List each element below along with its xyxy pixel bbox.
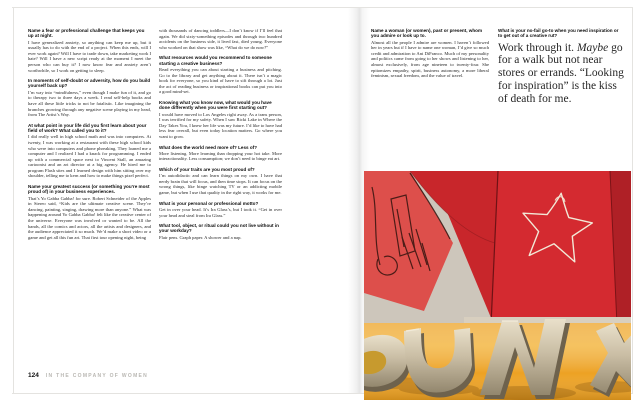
answer-text: I have generalized anxiety, so anything can keep me up, but it usually has to do with the end of a project. When this ends, will I ever work again? Will I have to trade down, take marketing work I hate? Will I have a new script ready at the moment I meet the person who can buy it? I now know fear and anxiety aren’t worthwhile, so I work on getting to sleep.	[28, 39, 151, 73]
qa-block	[159, 167, 282, 196]
studio-photo	[364, 171, 631, 400]
spread-left-edge	[13, 7, 14, 394]
left-page-column-2	[159, 28, 282, 245]
qa-block	[159, 145, 282, 162]
question-heading: At what point in your life did you first learn about your field of work? What called you to it?	[28, 122, 147, 134]
left-page-column-1	[28, 28, 151, 245]
right-page-column	[371, 28, 489, 84]
question-heading: What is your no-fail go-to when you need inspiration or to get out of a creative rut?	[498, 28, 619, 39]
answer-text: Flair pens. Graph paper. A shower and a nap.	[159, 234, 242, 240]
page-number: 124	[28, 372, 39, 379]
running-book-title: IN THE COMPANY OF WOMEN	[45, 372, 149, 379]
spread-top-edge	[12, 7, 633, 8]
qa-block	[159, 55, 282, 95]
question-heading: What resources would you recommend to someone starting a creative business?	[159, 55, 272, 66]
spread-right-edge	[632, 7, 633, 394]
answer-text: I’m autodidactic and can learn things on my own. I have that nerdy brain that will focus, and then time stops. It can focus on the wrong things, like binge watching TV or an addicting mobile game, but when I use that quality in the right way, it works for me.	[159, 173, 282, 196]
qa-block	[159, 100, 282, 140]
question-heading: In moments of self-doubt or adversity, how do you build yourself back up?	[28, 78, 151, 89]
answer-continuation-text: with thousands of dancing toddlers—I don’t know if I’ll feel that again. We did sixty-something episodes and through two hundred accidents on the business side, it lived fast, died young. Everyone who worked on that show was like, “What do we do now?”	[159, 28, 282, 50]
answer-text: I did really well in high school math and was into computers. At twenty, I was working at a restaurant with these high school kids who were into computers and phone phreaking. They loaned me a computer and I realized I had a knack for programming. I ended up with a commercial space next to Vincent Stall, an amazing cartoonist and an art director at a big agency. He hired me to program Flash sites and I learned design with him sitting over my shoulder, telling me to kern and how to make things pixel perfect.	[28, 134, 151, 179]
question-heading: Name your greatest success (or something you’re most proud of) in your business experiences.	[28, 184, 150, 195]
quote-italic-word: Maybe	[576, 41, 609, 54]
qa-block	[28, 78, 151, 118]
answer-text: I’m way into “mindfulness,” even though I make fun of it, and go to therapy two to three days a week. I read self-help books and have all these little tricks to not be fatalistic. Like imagining the branches growing through any negative scene playing in my head, from The Artist’s Way.	[28, 89, 151, 118]
qa-block	[159, 223, 282, 240]
question-heading: Which of your traits are you most proud of?	[159, 166, 255, 172]
studio-photo-illustration	[364, 171, 631, 400]
question-heading: Name a fear or professional challenge that keeps you up at night.	[28, 28, 145, 39]
page-footer	[28, 372, 148, 379]
question-heading: What is your personal or professional motto?	[159, 200, 259, 206]
answer-text: That’s Yo Gabba Gabba! for sure. Robert Schneider of the Apples in Stereo said, “Kids are the ultimate creative scene. They’re dancing, painting, singing, drawing more than anyone.” What was happening around Yo Gabba Gabba! felt like the creative center of the universe. Everyone was involved or wanted to be. All the bands, all the comics and actors, all the artists and designers, and the audience appreciated it so much. We’d make a short video or a game and get all this fun art. That first tour opening night, being	[28, 195, 151, 240]
answer-text: Get in over your head. It’s Ira Glass’s, but I took it. “Get in over your head and steal from Ira Glass.”	[159, 206, 282, 218]
answer-text: I would have moved to Los Angeles right away. As a trans person, I was terrified for my safety. When I saw Ricki Lake in Where the Day Takes You, I knew her life was my future. I’d like to have had less fear overall, but even today location matters. Go where you want to grow.	[159, 111, 282, 139]
question-heading: What tool, object, or ritual could you not live without in your workday?	[159, 223, 279, 234]
qa-block	[371, 28, 489, 79]
question-heading: Name a woman (or women), past or present, whom you admire or look up to.	[371, 28, 483, 39]
answer-text: Read everything you can about starting a business and pitching. Go to the library and get anything about it. There isn’t a magic book for everyone, so you kind of have to sift through a lot. Just the act of reading business or inspirational books can put you into a good mind-set.	[159, 66, 282, 95]
answer-text: Almost all the people I admire are women. I haven’t followed her in years but if I have to name one woman, I’d give so much credit and admiration to Ani DiFranco. Much of my personality and politics came from going to her shows and listening to her, almost exclusively, from age nineteen to twenty-four. She epitomizes empathy, spirit, business autonomy, a more liberal feminism, sexual freedom, and the value of travel.	[371, 39, 489, 79]
qa-block	[28, 28, 151, 73]
question-heading: What does the world need more of? Less of?	[159, 144, 258, 150]
qa-block	[159, 28, 282, 50]
question-heading: Knowing what you know now, what would you have done differently when you were first starting out?	[159, 99, 272, 111]
quote-part-2: go for a walk but not near stores or errands. “Looking for inspiration” is the kiss of death for me.	[498, 41, 624, 105]
pull-quote-block	[498, 28, 624, 106]
quote-part-1: Work through it.	[498, 41, 577, 54]
answer-text: More listening. More learning than dropping your hot take. More interactionality. Less consumption; we don’t need to binge eat art.	[159, 150, 282, 162]
qa-block	[159, 201, 282, 218]
qa-block	[28, 184, 151, 240]
pull-quote-text	[498, 42, 624, 106]
qa-block	[28, 123, 151, 179]
